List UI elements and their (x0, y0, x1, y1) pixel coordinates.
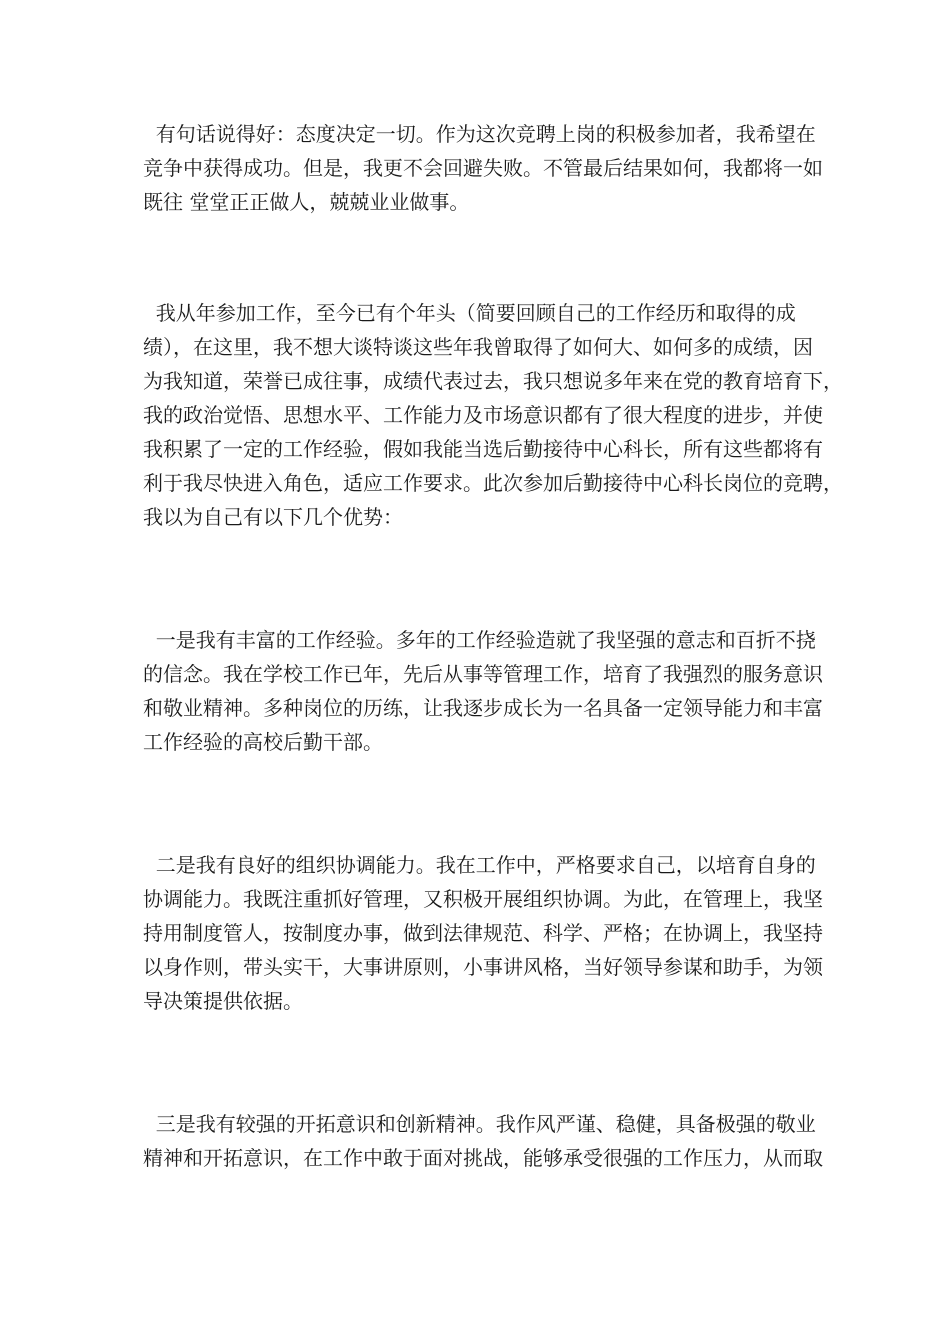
text-line: 三是我有较强的开拓意识和创新精神。我作风严谨、稳健，具备极强的敬业 (143, 1112, 816, 1136)
paragraph-work-history (143, 296, 843, 534)
text-line: 竞争中获得成功。但是，我更不会回避失败。不管最后结果如何，我都将一如 (143, 156, 823, 180)
text-line: 工作经验的高校后勤干部。 (143, 730, 383, 754)
text-line: 二是我有良好的组织协调能力。我在工作中，严格要求自己，以培育自身的 (143, 853, 816, 877)
paragraph-advantage-coordination (143, 848, 823, 1018)
text-line: 既往 堂堂正正做人，兢兢业业做事。 (143, 190, 470, 214)
text-line: 我积累了一定的工作经验，假如我能当选后勤接待中心科长，所有这些都将有 (143, 437, 823, 461)
paragraph-attitude (143, 117, 823, 219)
text-line: 绩），在这里，我不想大谈特谈这些年我曾取得了如何大、如何多的成绩，因 (143, 335, 813, 359)
text-line: 导决策提供依据。 (143, 989, 303, 1013)
text-line: 有句话说得好：态度决定一切。作为这次竞聘上岗的积极参加者，我希望在 (143, 122, 816, 146)
text-line: 为我知道，荣誉已成往事，成绩代表过去，我只想说多年来在党的教育培育下， (143, 369, 843, 393)
text-line: 协调能力。我既注重抓好管理，又积极开展组织协调。为此，在管理上，我坚 (143, 887, 823, 911)
text-line: 我从年参加工作，至今已有个年头（简要回顾自己的工作经历和取得的成 (143, 301, 796, 325)
text-line: 的信念。我在学校工作已年，先后从事等管理工作，培育了我强烈的服务意识 (143, 662, 823, 686)
text-line: 我以为自己有以下几个优势： (143, 505, 403, 529)
text-line: 利于我尽快进入角色，适应工作要求。此次参加后勤接待中心科长岗位的竞聘， (143, 471, 843, 495)
text-line: 精神和开拓意识，在工作中敢于面对挑战，能够承受很强的工作压力，从而取 (143, 1146, 823, 1170)
text-line: 持用制度管人，按制度办事，做到法律规范、科学、严格；在协调上，我坚持 (143, 921, 823, 945)
text-line: 以身作则，带头实干，大事讲原则，小事讲风格，当好领导参谋和助手，为领 (143, 955, 823, 979)
text-line: 我的政治觉悟、思想水平、工作能力及市场意识都有了很大程度的进步，并使 (143, 403, 823, 427)
text-line: 一是我有丰富的工作经验。多年的工作经验造就了我坚强的意志和百折不挠 (143, 628, 816, 652)
paragraph-advantage-experience (143, 623, 823, 759)
text-line: 和敬业精神。多种岗位的历练，让我逐步成长为一名具备一定领导能力和丰富 (143, 696, 823, 720)
paragraph-advantage-innovation (143, 1107, 823, 1175)
